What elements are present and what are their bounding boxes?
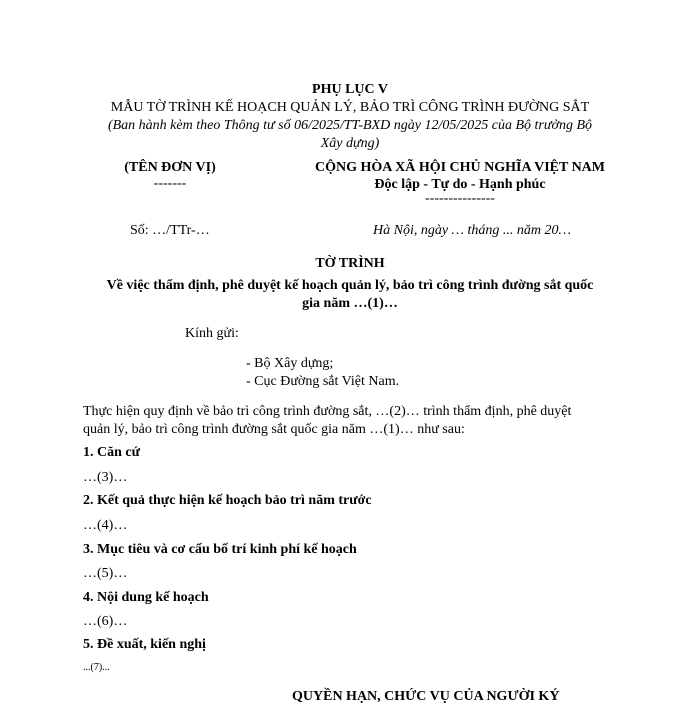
form-title: MẪU TỜ TRÌNH KẾ HOẠCH QUẢN LÝ, BẢO TRÌ CÔNG TRÌNH ĐƯỜNG SẮT [110,100,590,115]
subject-line2: gia năm …(1)… [302,296,398,311]
section-title: 2. Kết quả thực hiện kế hoạch bảo trì năm trước [83,493,372,508]
appendix-title: PHỤ LỤC V [312,82,388,97]
place-date: Hà Nội, ngày … tháng ... năm 20… [373,223,571,238]
subject-line1: Về việc thẩm định, phê duyệt kế hoạch quản lý, bảo trì công trình đường sắt quốc [106,278,594,293]
signature-title: QUYỀN HẠN, CHỨC VỤ CỦA NGƯỜI KÝ [292,689,560,704]
document-number: Số: …/TTr-… [130,223,210,238]
document-type: TỜ TRÌNH [315,256,385,271]
section-title: 5. Đề xuất, kiến nghị [83,637,206,652]
section-body: …(4)… [83,518,128,533]
section-body: …(3)… [83,470,128,485]
intro-line2: quản lý, bảo trì công trình đường sắt quốc gia năm …(1)… như sau: [83,422,465,437]
section-body: …(6)… [83,614,128,629]
issued-note-line2: Xây dựng) [320,136,380,151]
recipient-item: - Cục Đường sắt Việt Nam. [246,374,400,389]
country-name: CỘNG HÒA XÃ HỘI CHỦ NGHĨA VIỆT NAM [314,160,605,175]
issued-note-line1: (Ban hành kèm theo Thông tư số 06/2025/TT-BXD ngày 12/05/2025 của Bộ trưởng Bộ [107,118,593,133]
section-title: 3. Mục tiêu và cơ cấu bố trí kinh phí kế hoạch [83,542,357,557]
unit-name: (TÊN ĐƠN VỊ) [124,160,216,175]
motto-divider: --------------- [425,191,495,206]
section-body: ...(7)... [83,662,110,673]
recipients-label: Kính gửi: [185,326,239,341]
section-title: 1. Căn cứ [83,445,141,460]
national-motto: Độc lập - Tự do - Hạnh phúc [374,177,546,192]
section-body: …(5)… [83,566,128,581]
recipient-item: - Bộ Xây dựng; [246,356,334,371]
section-title: 4. Nội dung kế hoạch [83,590,209,605]
intro-line1: Thực hiện quy định về bảo trì công trình đường sắt, …(2)… trình thẩm định, phê duyệt [83,404,572,419]
unit-divider: ------- [153,176,187,191]
